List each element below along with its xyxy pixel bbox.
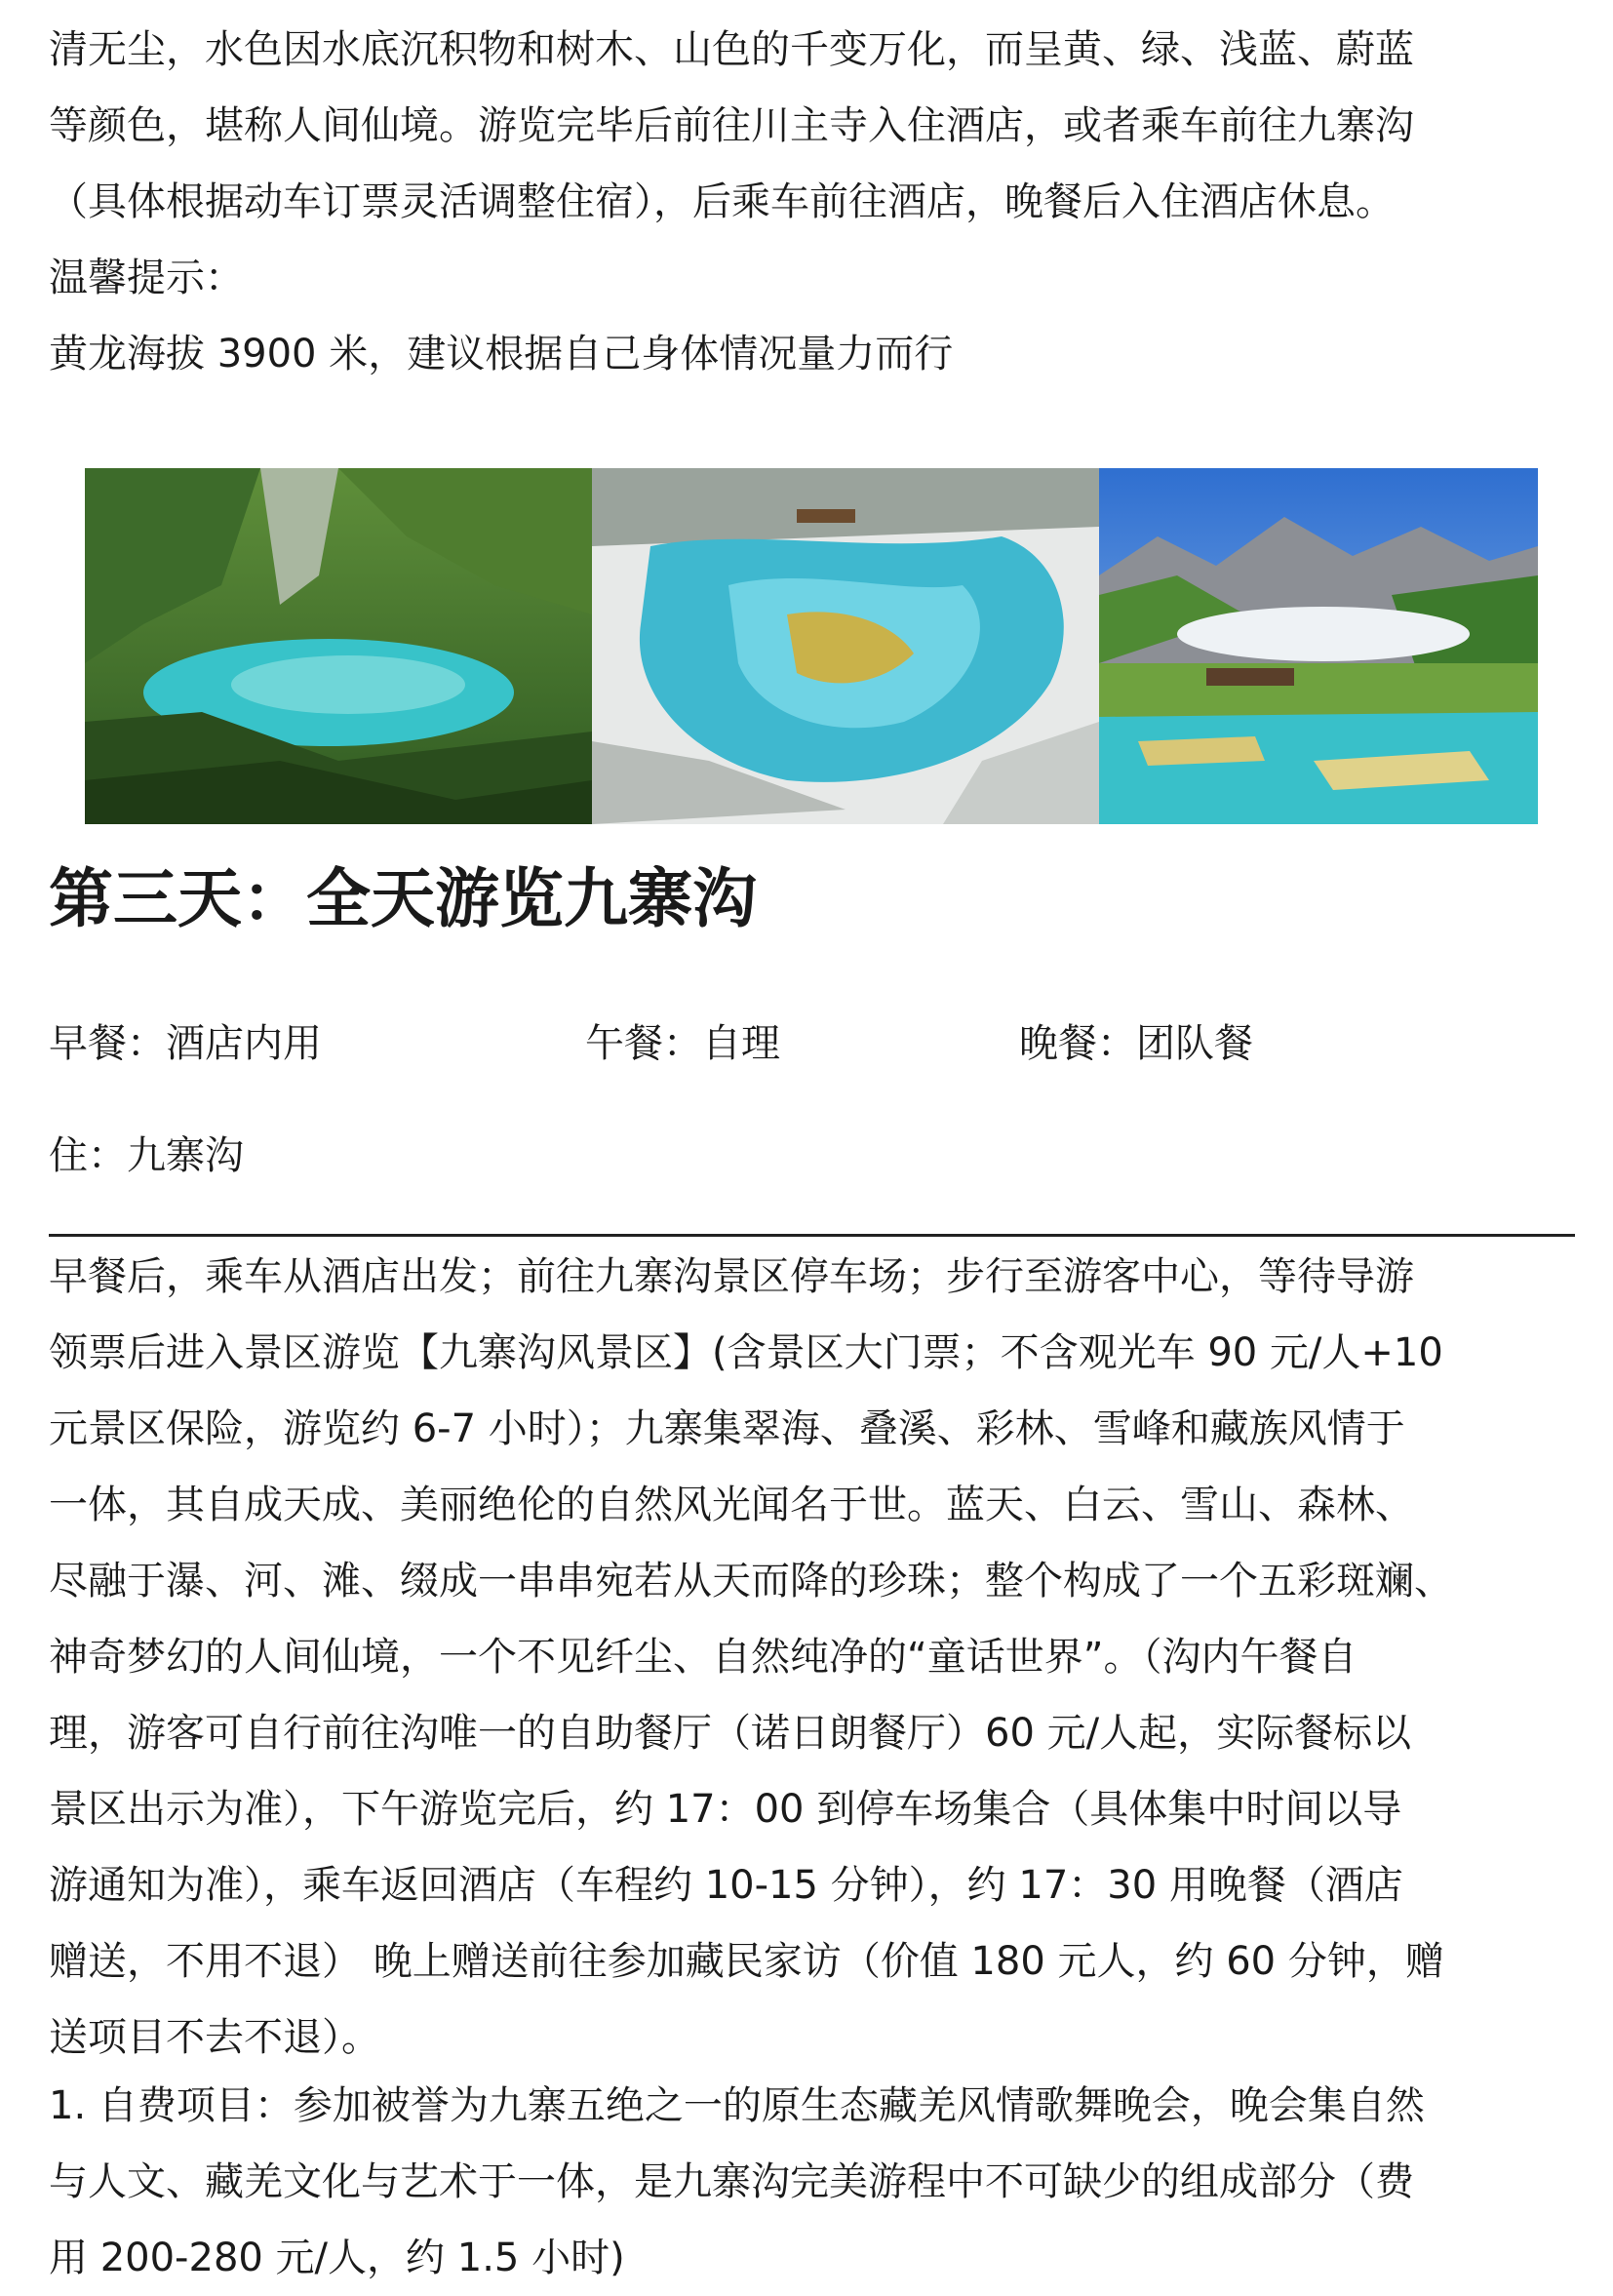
text-line: 神奇梦幻的人间仙境，一个不见纤尘、自然纯净的“童话世界”。（沟内午餐自 [49,1635,1357,1680]
text-line: 与人文、藏羌文化与艺术于一体，是九寨沟完美游程中不可缺少的组成部分（费 [49,2159,1414,2204]
tip-heading: 温馨提示： [49,256,244,300]
text-line: 游通知为准），乘车返回酒店（车程约 10-15 分钟），约 17：30 用晚餐（酒店 [49,1863,1403,1908]
breakfast-info: 早餐：酒店内用 [49,1021,322,1066]
dinner-info: 晚餐：团队餐 [1019,1021,1253,1066]
section-divider [49,1234,1575,1237]
photo-mountain-pools [1099,468,1538,824]
self-paid-item [49,2068,1575,2296]
day-description [49,1239,1575,2076]
text-line: 清无尘，水色因水底沉积物和树木、山色的千变万化，而呈黄、绿、浅蓝、蔚蓝 [49,27,1414,72]
text-line: （具体根据动车订票灵活调整住宿），后乘车前往酒店，晚餐后入住酒店休息。 [49,179,1395,224]
lunch-info: 午餐：自理 [585,1021,780,1066]
text-line: 理，游客可自行前往沟唯一的自助餐厅（诺日朗餐厅）60 元/人起，实际餐标以 [49,1711,1412,1756]
photo-travertine-pools [592,468,1099,824]
text-line: 尽融于瀑、河、滩、缀成一串串宛若从天而降的珍珠；整个构成了一个五彩斑斓、 [49,1559,1453,1603]
text-line: 用 200-280 元/人，约 1.5 小时) [49,2236,625,2280]
text-line: 一体，其自成天成、美丽绝伦的自然风光闻名于世。蓝天、白云、雪山、森林、 [49,1483,1414,1527]
text-line: 1. 自费项目：参加被誉为九寨五绝之一的原生态藏羌风情歌舞晚会，晚会集自然 [49,2083,1425,2128]
photo-strip [85,468,1538,824]
text-line: 领票后进入景区游览【九寨沟风景区】(含景区大门票；不含观光车 90 元/人+10 [49,1330,1443,1375]
text-line: 景区出示为准），下午游览完后，约 17：00 到停车场集合（具体集中时间以导 [49,1787,1402,1832]
text-line: 送项目不去不退）。 [49,2015,380,2060]
text-line: 等颜色，堪称人间仙境。游览完毕后前往川主寺入住酒店，或者乘车前往九寨沟 [49,103,1414,148]
intro-paragraph [49,12,1575,392]
photo-forest-lake [85,468,592,824]
text-line: 元景区保险，游览约 6-7 小时）；九寨集翠海、叠溪、彩林、雪峰和藏族风情于 [49,1406,1405,1451]
accommodation-info: 住：九寨沟 [49,1133,244,1178]
day-title: 第三天：全天游览九寨沟 [49,861,757,936]
text-line: 早餐后，乘车从酒店出发；前往九寨沟景区停车场；步行至游客中心，等待导游 [49,1254,1414,1299]
text-line: 赠送，不用不退） 晚上赠送前往参加藏民家访（价值 180 元人，约 60 分钟，赠 [49,1939,1444,1984]
altitude-tip: 黄龙海拔 3900 米，建议根据自己身体情况量力而行 [49,332,954,376]
